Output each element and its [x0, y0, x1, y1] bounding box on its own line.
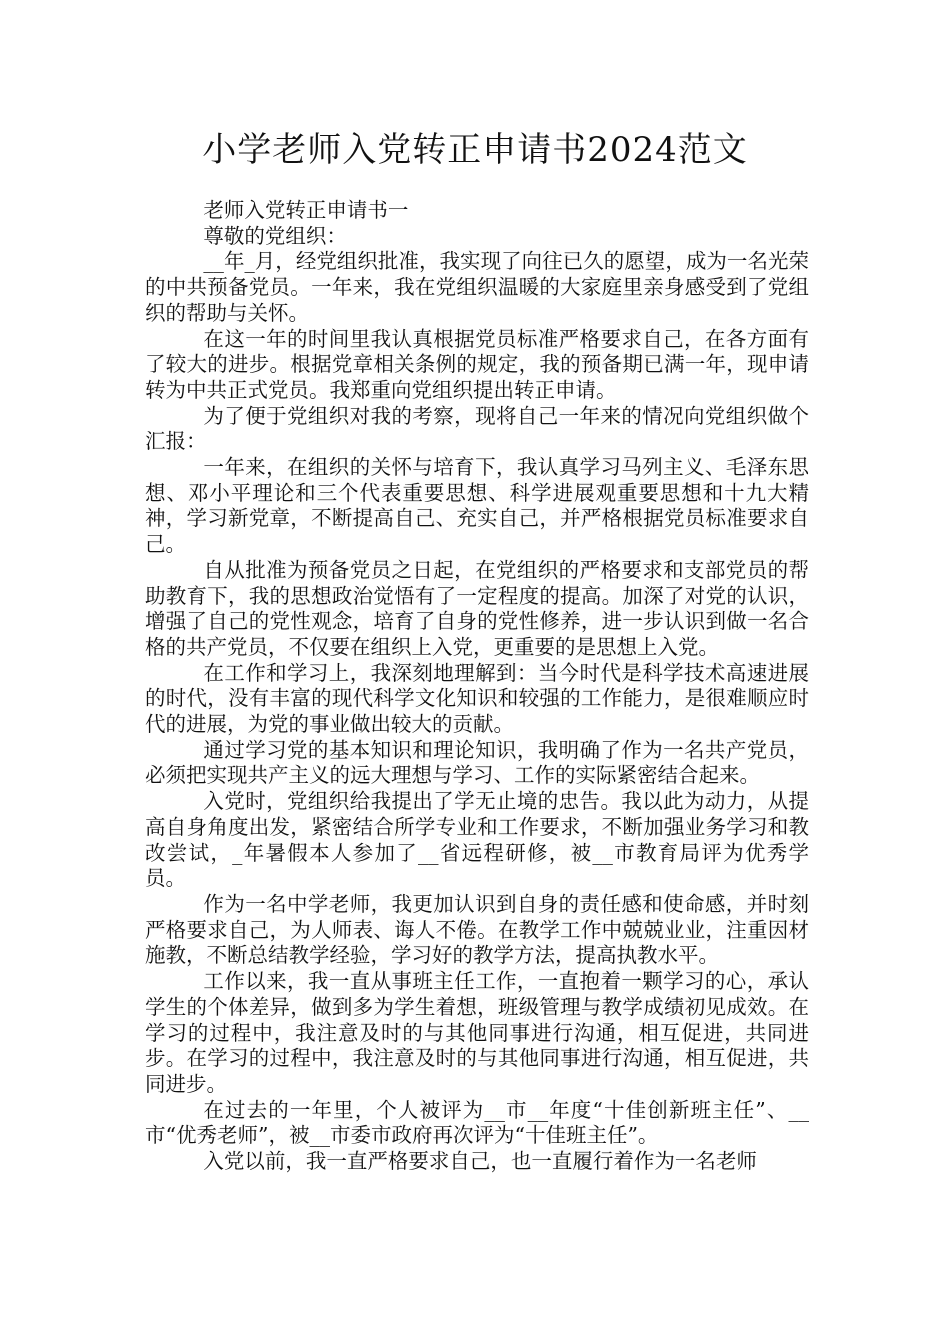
paragraph: 工作以来，我一直从事班主任工作，一直抱着一颗学习的心，承认学生的个体差异，做到多为学生着想，班级管理与教学成绩初见成效。在学习的过程中，我注意及时的与其他同事进行沟通，相互促进，共同进步。在学习的过程中，我注意及时的与其他同事进行沟通，相互促进，共同进步。: [145, 969, 809, 1096]
paragraph: 自从批准为预备党员之日起，在党组织的严格要求和支部党员的帮助教育下，我的思想政治觉悟有了一定程度的提高。加深了对党的认识，增强了自己的党性观念，培育了自身的党性修养，进一步认识到做一名合格的共产党员，不仅要在组织上入党，更重要的是思想上入党。: [145, 557, 809, 659]
paragraph: __年_月，经党组织批准，我实现了向往已久的愿望，成为一名光荣的中共预备党员。一年来，我在党组织温暖的大家庭里亲身感受到了党组织的帮助与关怀。: [145, 249, 809, 325]
paragraph: 在工作和学习上，我深刻地理解到：当今时代是科学技术高速进展的时代，没有丰富的现代科学文化知识和较强的工作能力，是很难顺应时代的进展，为党的事业做出较大的贡献。: [145, 660, 809, 737]
paragraph: 入党时，党组织给我提出了学无止境的忠告。我以此为动力，从提高自身角度出发，紧密结合所学专业和工作要求，不断加强业务学习和教改尝试，_年暑假本人参加了__省远程研修，被__市教育局评为优秀学员。: [145, 789, 809, 891]
paragraph-heading: 老师入党转正申请书一: [203, 198, 409, 222]
paragraph: 为了便于党组织对我的考察，现将自己一年来的情况向党组织做个汇报：: [145, 403, 809, 454]
paragraph: 一年来，在组织的关怀与培育下，我认真学习马列主义、毛泽东思想、邓小平理论和三个代表重要思想、科学进展观重要思想和十九大精神，学习新党章，不断提高自己、充实自己，并严格根据党员标准要求自己。: [145, 455, 809, 557]
paragraph: 在过去的一年里，个人被评为__市__年度“十佳创新班主任”、__市“优秀老师”，被__市委市政府再次评为“十佳班主任”。: [145, 1097, 809, 1148]
paragraph: 入党以前，我一直严格要求自己，也一直履行着作为一名老师: [203, 1149, 757, 1174]
paragraph: 通过学习党的基本知识和理论知识，我明确了作为一名共产党员，必须把实现共产主义的远大理想与学习、工作的实际紧密结合起来。: [145, 737, 809, 788]
document-body: [145, 198, 809, 1175]
paragraph: 在这一年的时间里我认真根据党员标准严格要求自己，在各方面有了较大的进步。根据党章相关条例的规定，我的预备期已满一年，现申请转为中共正式党员。我郑重向党组织提出转正申请。: [145, 326, 809, 402]
paragraph: 作为一名中学老师，我更加认识到自身的责任感和使命感，并时刻严格要求自己，为人师表、诲人不倦。在教学工作中兢兢业业，注重因材施教，不断总结教学经验，学习好的教学方法，提高执教水平。: [145, 891, 809, 968]
paragraph-salutation: 尊敬的党组织：: [203, 223, 347, 248]
document-title: 小学老师入党转正申请书2024范文: [202, 130, 748, 170]
